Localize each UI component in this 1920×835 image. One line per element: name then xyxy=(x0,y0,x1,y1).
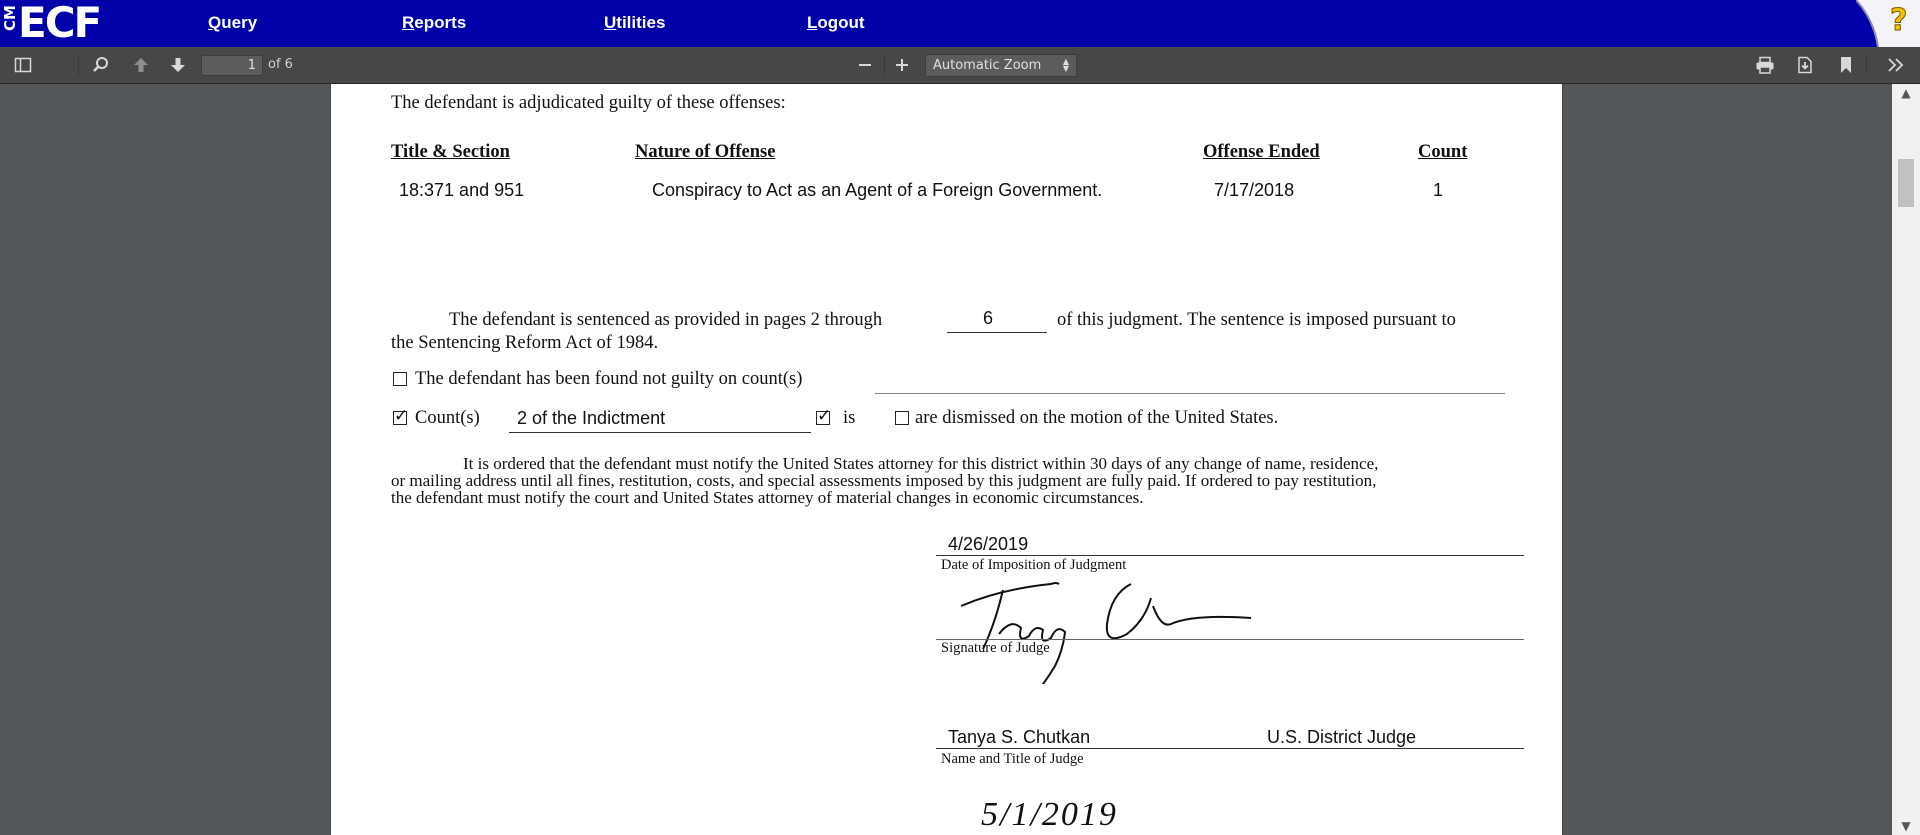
sidebar-toggle-button[interactable] xyxy=(9,52,37,78)
scroll-up-icon[interactable]: ▲ xyxy=(1901,86,1911,100)
next-page-button[interactable] xyxy=(164,52,192,78)
scroll-down-icon[interactable]: ▼ xyxy=(1901,819,1911,833)
nav-reports[interactable]: Reports xyxy=(402,13,467,32)
offense-ended: 7/17/2018 xyxy=(1214,180,1295,200)
find-button[interactable] xyxy=(87,52,115,78)
ecf-logo[interactable] xyxy=(1,0,101,47)
counts-value: 2 of the Indictment xyxy=(517,408,666,428)
judge-name: Tanya S. Chutkan xyxy=(948,727,1091,747)
previous-page-button[interactable] xyxy=(127,52,155,78)
is-label: is xyxy=(843,408,856,428)
nav-utilities[interactable]: Utilities xyxy=(604,13,666,32)
arrow-down-icon xyxy=(169,56,187,74)
header-nature-of-offense: Nature of Offense xyxy=(635,142,776,162)
nav-query[interactable]: Query xyxy=(208,13,258,32)
bookmark-icon xyxy=(1839,56,1853,74)
counts-checkbox xyxy=(393,411,407,425)
are-dismissed-text: are dismissed on the motion of the United States. xyxy=(915,408,1279,428)
download-button[interactable] xyxy=(1791,52,1819,78)
zoom-out-button[interactable] xyxy=(851,52,879,78)
imposition-date: 4/26/2019 xyxy=(948,534,1029,554)
double-chevron-right-icon xyxy=(1887,57,1905,73)
not-guilty-checkbox xyxy=(393,372,407,386)
print-button[interactable] xyxy=(1751,52,1779,78)
zoom-in-button[interactable] xyxy=(888,52,916,78)
logo-ecf-text: ECF xyxy=(18,0,101,47)
header-title-section: Title & Section xyxy=(391,142,510,162)
search-icon xyxy=(92,56,110,74)
order-text-line2: or mailing address until all fines, restitution, costs, and special assessments imposed by this judgment are fully paid. If ordered to pay restitution, xyxy=(391,471,1377,490)
download-icon xyxy=(1796,56,1814,74)
header-count: Count xyxy=(1418,142,1468,162)
counts-label: Count(s) xyxy=(415,408,480,428)
help-glyph: ? xyxy=(1890,3,1908,38)
sentence-text-b: of this judgment. The sentence is imposed pursuant to xyxy=(1057,310,1456,330)
header-offense-ended: Offense Ended xyxy=(1203,142,1320,162)
sentence-pages-underline xyxy=(947,332,1047,333)
sidebar-icon xyxy=(14,57,32,73)
bookmark-button[interactable] xyxy=(1832,52,1860,78)
offense-count: 1 xyxy=(1433,180,1444,200)
sentence-pages-value: 6 xyxy=(983,308,994,328)
signature-label: Signature of Judge xyxy=(941,640,1050,656)
order-text-line3: the defendant must notify the court and United States attorney of material changes in economic circumstances. xyxy=(391,488,1144,507)
pdf-page xyxy=(330,84,1563,835)
name-title-label: Name and Title of Judge xyxy=(941,751,1084,767)
counts-underline xyxy=(509,432,811,433)
ecf-header xyxy=(0,0,1920,47)
logo-cm-text: CM xyxy=(1,5,19,31)
nav-logout[interactable]: Logout xyxy=(807,13,865,32)
page-number-input[interactable]: 1 xyxy=(201,55,263,76)
help-icon xyxy=(1856,0,1920,47)
pdf-viewer[interactable] xyxy=(0,84,1920,835)
imposition-label: Date of Imposition of Judgment xyxy=(941,557,1127,573)
select-arrows-icon: ▲ ▼ xyxy=(1062,57,1069,73)
sentence-text-line2: the Sentencing Reform Act of 1984. xyxy=(391,333,659,353)
is-checkbox xyxy=(816,411,830,425)
order-text-line1: It is ordered that the defendant must notify the United States attorney for this district within 30 days of any change of name, residence, xyxy=(463,454,1379,473)
tools-menu-button[interactable] xyxy=(1882,52,1910,78)
print-icon xyxy=(1755,56,1775,74)
name-title-underline xyxy=(936,748,1524,749)
help-button[interactable] xyxy=(1856,0,1920,47)
toolbar-separator xyxy=(78,55,79,75)
toolbar-separator xyxy=(884,55,885,75)
offense-nature: Conspiracy to Act as an Agent of a Foreign Government. xyxy=(652,180,1103,200)
not-guilty-underline xyxy=(875,393,1505,394)
offenses-intro: The defendant is adjudicated guilty of these offenses: xyxy=(391,93,786,113)
judge-title: U.S. District Judge xyxy=(1267,727,1417,747)
signed-date-handwritten: 5/1/2019 xyxy=(981,796,1118,833)
are-checkbox xyxy=(895,411,909,425)
sentence-text-a: The defendant is sentenced as provided in pages 2 through xyxy=(449,310,883,330)
judge-signature xyxy=(931,554,1451,684)
toolbar-separator xyxy=(1866,55,1867,75)
scroll-thumb[interactable] xyxy=(1898,159,1914,207)
pdf-toolbar xyxy=(0,47,1920,84)
page-count-label: of 6 xyxy=(268,57,293,72)
arrow-up-icon xyxy=(132,56,150,74)
minus-icon xyxy=(857,57,873,73)
vertical-scrollbar[interactable] xyxy=(1892,84,1920,835)
zoom-select-value: Automatic Zoom xyxy=(933,58,1042,73)
not-guilty-text: The defendant has been found not guilty on count(s) xyxy=(415,369,803,389)
plus-icon xyxy=(894,57,910,73)
offense-title-section: 18:371 and 951 xyxy=(399,180,525,200)
zoom-select[interactable] xyxy=(925,54,1077,77)
